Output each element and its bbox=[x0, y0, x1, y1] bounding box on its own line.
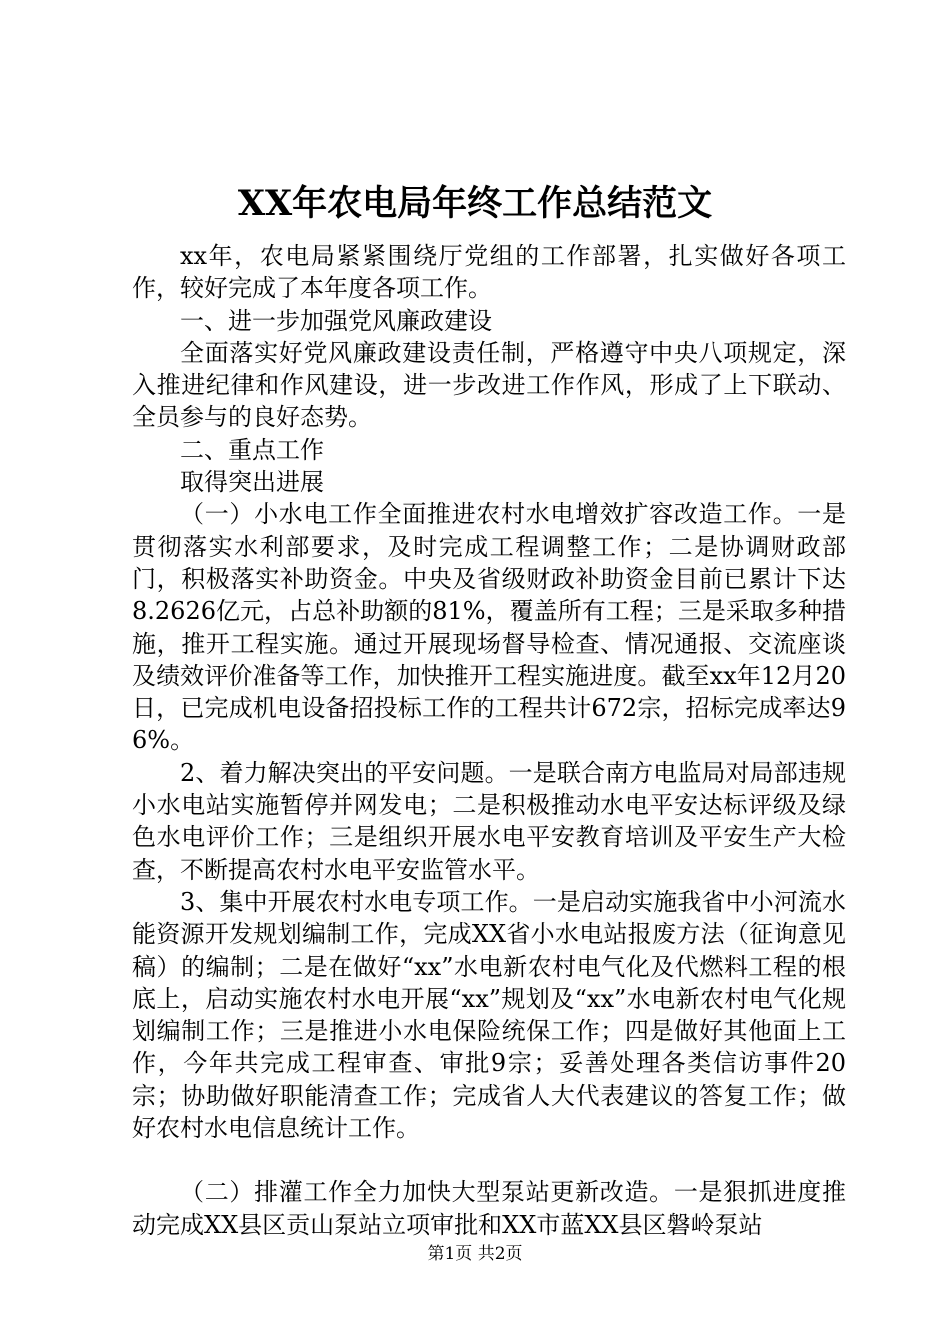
heading-key-work: 二、重点工作 bbox=[180, 435, 324, 464]
paragraph-intro: xx年，农电局紧紧围绕厅党组的工作部署，扎实做好各项工作，较好完成了本年度各项工作。 bbox=[132, 242, 846, 303]
heading-progress: 取得突出进展 bbox=[180, 468, 324, 497]
page-footer: 第1页 共2页 bbox=[427, 1244, 523, 1264]
heading-party-conduct: 一、进一步加强党风廉政建设 bbox=[180, 306, 492, 335]
paragraph-small-hydro: （一）小水电工作全面推进农村水电增效扩容改造工作。一是贯彻落实水利部要求，及时完成工程调整工作；二是协调财政部门，积极落实补助资金。中央及省级财政补助资金目前已累计下达8.2626亿元，占总补助额的81%，覆盖所有工程；三是采取多种措施，推开工程实施。通过开展现场督导检查、情况通报、交流座谈及绩效评价准备等工作，加快推开工程实施进度。截至xx年12月20日，已完成机电设备招投标工作的工程共计672宗，招标完成率达96%。 bbox=[132, 500, 846, 755]
paragraph-irrigation: （二）排灌工作全力加快大型泵站更新改造。一是狠抓进度推动完成XX县区贡山泵站立项审批和XX市蓝XX县区磐岭泵站 bbox=[132, 1178, 846, 1239]
paragraph-special-work: 3、集中开展农村水电专项工作。一是启动实施我省中小河流水能资源开发规划编制工作，完成XX省小水电站报废方法（征询意见稿）的编制；二是在做好“xx”水电新农村电气化及代燃料工程的根底上，启动实施农村水电开展“xx”规划及“xx”水电新农村电气化规划编制工作；三是推进小水电保险统保工作；四是做好其他面上工作，今年共完成工程审查、审批9宗；妥善处理各类信访事件20宗；协助做好职能清查工作；完成省人大代表建议的答复工作；做好农村水电信息统计工作。 bbox=[132, 887, 846, 1143]
document-title: XX年农电局年终工作总结范文 bbox=[237, 183, 713, 224]
paragraph-safety: 2、着力解决突出的平安问题。一是联合南方电监局对局部违规小水电站实施暂停并网发电；二是积极推动水电平安达标评级及绿色水电评价工作；三是组织开展水电平安教育培训及平安生产大检查，不断提高农村水电平安监管水平。 bbox=[132, 758, 846, 884]
document-body bbox=[132, 240, 846, 1241]
paragraph-party-conduct: 全面落实好党风廉政建设责任制，严格遵守中央八项规定，深入推进纪律和作风建设，进一步改进工作作风，形成了上下联动、全员参与的良好态势。 bbox=[132, 338, 846, 432]
